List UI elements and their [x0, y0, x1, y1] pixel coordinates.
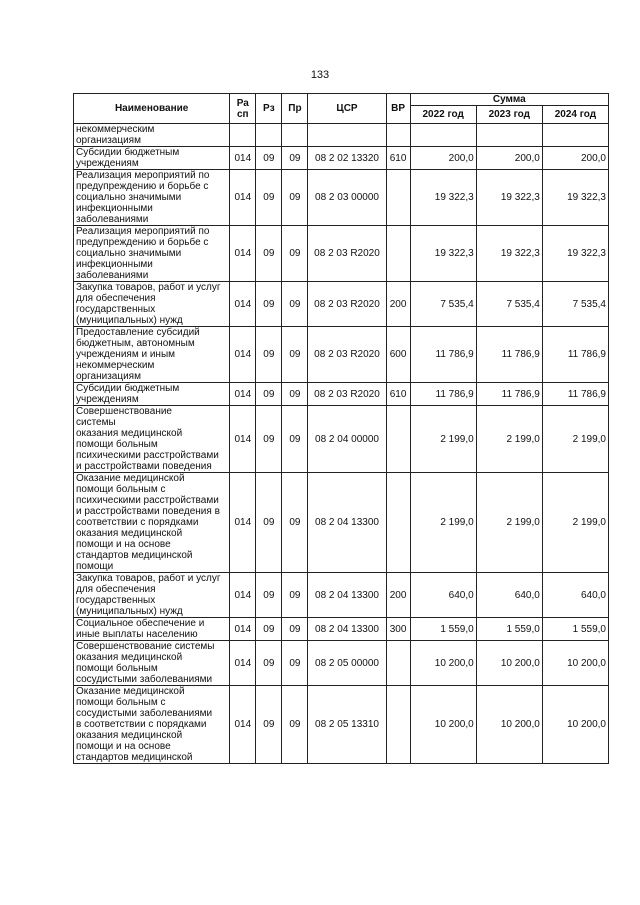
pr-cell: 09 — [282, 473, 308, 573]
row-name-cell: Закупка товаров, работ и услуг для обеспечения государственных (муниципальных) нужд — [74, 282, 230, 327]
rasp-cell: 014 — [230, 383, 256, 406]
header-csr: ЦСР — [308, 94, 386, 124]
rasp-cell — [230, 124, 256, 147]
rz-cell: 09 — [256, 282, 282, 327]
sum-2024-cell: 19 322,3 — [542, 226, 608, 282]
sum-2022-cell: 200,0 — [410, 147, 476, 170]
vr-cell: 600 — [386, 327, 410, 383]
table-row — [74, 641, 609, 686]
rasp-cell: 014 — [230, 147, 256, 170]
table-row — [74, 147, 609, 170]
page-number: 133 — [310, 69, 330, 81]
vr-cell: 610 — [386, 147, 410, 170]
header-sum: Сумма — [410, 94, 608, 106]
table-row — [74, 383, 609, 406]
csr-cell: 08 2 03 R2020 — [308, 327, 386, 383]
row-name-cell: Социальное обеспечение и иные выплаты населению — [74, 618, 230, 641]
row-name-cell: Реализация мероприятий по предупреждению и борьбе с социально значимыми инфекционными заболеваниями — [74, 170, 230, 226]
sum-2022-cell: 11 786,9 — [410, 383, 476, 406]
sum-2023-cell: 10 200,0 — [476, 686, 542, 764]
row-name-cell: Совершенствование системы оказания медицинской помощи больным сосудистыми заболеваниями — [74, 641, 230, 686]
table-row — [74, 124, 609, 147]
csr-cell: 08 2 03 00000 — [308, 170, 386, 226]
rz-cell: 09 — [256, 383, 282, 406]
header-rz: Рз — [256, 94, 282, 124]
sum-2023-cell: 10 200,0 — [476, 641, 542, 686]
header-year-2023: 2023 год — [476, 106, 542, 124]
sum-2023-cell: 7 535,4 — [476, 282, 542, 327]
rz-cell: 09 — [256, 686, 282, 764]
sum-2022-cell — [410, 124, 476, 147]
header-rasp: Ра сп — [230, 94, 256, 124]
sum-2022-cell: 2 199,0 — [410, 406, 476, 473]
sum-2023-cell: 1 559,0 — [476, 618, 542, 641]
header-vr: ВР — [386, 94, 410, 124]
vr-cell: 200 — [386, 282, 410, 327]
table-row — [74, 473, 609, 573]
vr-cell — [386, 406, 410, 473]
sum-2022-cell: 10 200,0 — [410, 686, 476, 764]
sum-2023-cell: 640,0 — [476, 573, 542, 618]
budget-table — [73, 93, 609, 764]
sum-2023-cell: 19 322,3 — [476, 170, 542, 226]
vr-cell — [386, 226, 410, 282]
sum-2022-cell: 10 200,0 — [410, 641, 476, 686]
sum-2023-cell: 11 786,9 — [476, 327, 542, 383]
rasp-cell: 014 — [230, 641, 256, 686]
pr-cell: 09 — [282, 226, 308, 282]
sum-2023-cell: 200,0 — [476, 147, 542, 170]
row-name-cell: Субсидии бюджетным учреждениям — [74, 147, 230, 170]
csr-cell: 08 2 04 13300 — [308, 573, 386, 618]
vr-cell: 300 — [386, 618, 410, 641]
rz-cell — [256, 124, 282, 147]
rz-cell: 09 — [256, 406, 282, 473]
sum-2024-cell: 11 786,9 — [542, 327, 608, 383]
header-name: Наименование — [74, 94, 230, 124]
rz-cell: 09 — [256, 170, 282, 226]
csr-cell — [308, 124, 386, 147]
row-name-cell: Оказание медицинской помощи больным с психическими расстройствами и расстройствами поведения в соответствии с порядками оказания медицинской помощи и на основе стандартов медицинской помощи — [74, 473, 230, 573]
row-name-cell: Совершенствование системы оказания медицинской помощи больным психическими расстройствами и расстройствами поведения — [74, 406, 230, 473]
csr-cell: 08 2 05 13310 — [308, 686, 386, 764]
vr-cell — [386, 170, 410, 226]
pr-cell: 09 — [282, 327, 308, 383]
vr-cell: 610 — [386, 383, 410, 406]
rasp-cell: 014 — [230, 226, 256, 282]
pr-cell: 09 — [282, 641, 308, 686]
rasp-cell: 014 — [230, 686, 256, 764]
table-row — [74, 573, 609, 618]
csr-cell: 08 2 04 00000 — [308, 406, 386, 473]
pr-cell — [282, 124, 308, 147]
vr-cell — [386, 641, 410, 686]
csr-cell: 08 2 03 R2020 — [308, 383, 386, 406]
sum-2022-cell: 19 322,3 — [410, 226, 476, 282]
sum-2024-cell: 19 322,3 — [542, 170, 608, 226]
table-row — [74, 327, 609, 383]
rasp-cell: 014 — [230, 327, 256, 383]
row-name-cell: Закупка товаров, работ и услуг для обеспечения государственных (муниципальных) нужд — [74, 573, 230, 618]
rz-cell: 09 — [256, 327, 282, 383]
sum-2024-cell: 2 199,0 — [542, 473, 608, 573]
vr-cell — [386, 686, 410, 764]
sum-2022-cell: 640,0 — [410, 573, 476, 618]
pr-cell: 09 — [282, 406, 308, 473]
sum-2024-cell: 10 200,0 — [542, 641, 608, 686]
rasp-cell: 014 — [230, 406, 256, 473]
sum-2024-cell: 11 786,9 — [542, 383, 608, 406]
vr-cell: 200 — [386, 573, 410, 618]
rasp-cell: 014 — [230, 473, 256, 573]
csr-cell: 08 2 05 00000 — [308, 641, 386, 686]
sum-2024-cell: 1 559,0 — [542, 618, 608, 641]
csr-cell: 08 2 03 R2020 — [308, 226, 386, 282]
table-row — [74, 406, 609, 473]
header-year-2022: 2022 год — [410, 106, 476, 124]
rasp-cell: 014 — [230, 170, 256, 226]
rz-cell: 09 — [256, 226, 282, 282]
csr-cell: 08 2 04 13300 — [308, 618, 386, 641]
sum-2022-cell: 19 322,3 — [410, 170, 476, 226]
row-name-cell: Реализация мероприятий по предупреждению и борьбе с социально значимыми инфекционными заболеваниями — [74, 226, 230, 282]
header-pr: Пр — [282, 94, 308, 124]
rasp-cell: 014 — [230, 573, 256, 618]
row-name-cell: Субсидии бюджетным учреждениям — [74, 383, 230, 406]
vr-cell — [386, 124, 410, 147]
pr-cell: 09 — [282, 618, 308, 641]
rasp-cell: 014 — [230, 618, 256, 641]
sum-2024-cell: 7 535,4 — [542, 282, 608, 327]
rz-cell: 09 — [256, 573, 282, 618]
row-name-cell: некоммерческим организациям — [74, 124, 230, 147]
sum-2023-cell: 2 199,0 — [476, 473, 542, 573]
table-row — [74, 282, 609, 327]
pr-cell: 09 — [282, 383, 308, 406]
pr-cell: 09 — [282, 170, 308, 226]
rz-cell: 09 — [256, 473, 282, 573]
table-row — [74, 226, 609, 282]
pr-cell: 09 — [282, 147, 308, 170]
rz-cell: 09 — [256, 147, 282, 170]
row-name-cell: Предоставление субсидий бюджетным, автономным учреждениям и иным некоммерческим организациям — [74, 327, 230, 383]
sum-2024-cell: 10 200,0 — [542, 686, 608, 764]
row-name-cell: Оказание медицинской помощи больным с сосудистыми заболеваниями в соответствии с порядками оказания медицинской помощи и на основе стандартов медицинской — [74, 686, 230, 764]
sum-2022-cell: 1 559,0 — [410, 618, 476, 641]
sum-2023-cell — [476, 124, 542, 147]
sum-2022-cell: 7 535,4 — [410, 282, 476, 327]
vr-cell — [386, 473, 410, 573]
rasp-cell: 014 — [230, 282, 256, 327]
rz-cell: 09 — [256, 618, 282, 641]
csr-cell: 08 2 02 13320 — [308, 147, 386, 170]
pr-cell: 09 — [282, 573, 308, 618]
sum-2024-cell: 2 199,0 — [542, 406, 608, 473]
sum-2023-cell: 19 322,3 — [476, 226, 542, 282]
header-year-2024: 2024 год — [542, 106, 608, 124]
pr-cell: 09 — [282, 282, 308, 327]
csr-cell: 08 2 03 R2020 — [308, 282, 386, 327]
sum-2022-cell: 2 199,0 — [410, 473, 476, 573]
table-row — [74, 686, 609, 764]
sum-2023-cell: 11 786,9 — [476, 383, 542, 406]
pr-cell: 09 — [282, 686, 308, 764]
table-row — [74, 618, 609, 641]
sum-2023-cell: 2 199,0 — [476, 406, 542, 473]
sum-2022-cell: 11 786,9 — [410, 327, 476, 383]
sum-2024-cell: 200,0 — [542, 147, 608, 170]
csr-cell: 08 2 04 13300 — [308, 473, 386, 573]
sum-2024-cell: 640,0 — [542, 573, 608, 618]
table-row — [74, 170, 609, 226]
rz-cell: 09 — [256, 641, 282, 686]
sum-2024-cell — [542, 124, 608, 147]
